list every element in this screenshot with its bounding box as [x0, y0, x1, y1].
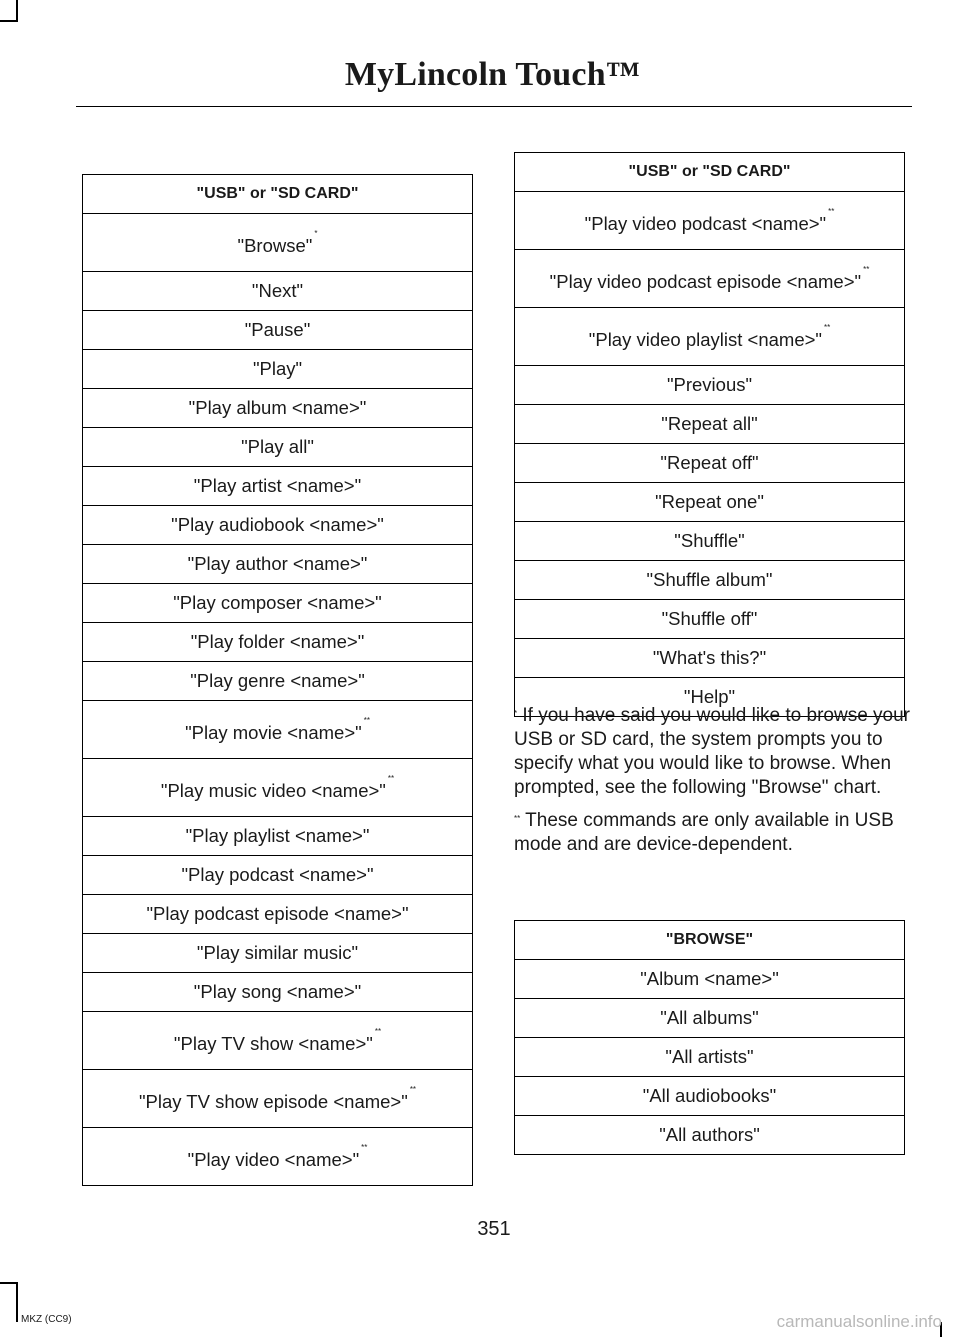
- command-cell: [83, 662, 473, 701]
- table-row: [83, 584, 473, 623]
- footnotes: [514, 704, 910, 866]
- command-cell: [83, 817, 473, 856]
- table-heading: "USB" or "SD CARD": [515, 153, 905, 192]
- command-text: "All artists": [665, 1046, 754, 1067]
- usb-sd-commands-table-left: [82, 174, 473, 1186]
- command-text: "Play video podcast <name>": [584, 212, 827, 234]
- command-cell: [83, 272, 473, 311]
- table-row: [515, 1077, 905, 1116]
- table-row: [515, 192, 905, 250]
- table-row: [515, 366, 905, 405]
- command-text: "Play music video <name>": [160, 779, 386, 801]
- title-rule: [76, 106, 912, 107]
- table-row: [83, 389, 473, 428]
- command-cell: [515, 250, 905, 308]
- command-text: "Play video podcast episode <name>": [549, 270, 862, 292]
- command-text: "All authors": [659, 1124, 760, 1145]
- table-row: [515, 1116, 905, 1155]
- command-text: "Play audiobook <name>": [171, 514, 384, 535]
- command-text: "Pause": [244, 319, 311, 340]
- page-number: 351: [477, 1218, 511, 1240]
- footnote-mark: **: [828, 206, 835, 216]
- command-text: "Next": [251, 280, 304, 301]
- table-row: [83, 934, 473, 973]
- footnote-mark: **: [823, 322, 831, 332]
- command-text: "All albums": [660, 1007, 759, 1028]
- crop-mark-top-left-h: [0, 20, 18, 22]
- table-row: [515, 483, 905, 522]
- footnote-mark: *: [514, 709, 518, 718]
- command-cell: [83, 428, 473, 467]
- command-cell: [515, 483, 905, 522]
- command-cell: [83, 506, 473, 545]
- command-text: "Play TV show episode <name>": [138, 1090, 408, 1112]
- footnote-mark: **: [374, 1026, 382, 1036]
- table-row: [515, 522, 905, 561]
- footnote-mark: **: [387, 773, 395, 783]
- command-cell: [515, 1116, 905, 1155]
- command-text: "Browse": [237, 234, 313, 256]
- command-cell: [83, 1128, 473, 1186]
- crop-mark-top-left: [16, 0, 18, 22]
- command-text: "Play genre <name>": [190, 670, 365, 691]
- command-cell: [83, 311, 473, 350]
- table-row: [83, 856, 473, 895]
- table-row: [83, 467, 473, 506]
- command-text: "Album <name>": [640, 968, 779, 989]
- command-cell: [515, 522, 905, 561]
- command-cell: [83, 389, 473, 428]
- table-row: [83, 350, 473, 389]
- table-row: [83, 759, 473, 817]
- command-cell: [515, 999, 905, 1038]
- command-text: "All audiobooks": [642, 1085, 777, 1106]
- table-row: [83, 973, 473, 1012]
- table-row: [515, 1038, 905, 1077]
- table-row: [515, 250, 905, 308]
- footnote-usb-only: [514, 809, 910, 857]
- command-text: "Play TV show <name>": [173, 1032, 373, 1054]
- command-cell: [83, 759, 473, 817]
- command-text: "Play album <name>": [188, 397, 367, 418]
- table-row: [83, 817, 473, 856]
- footnote-browse: [514, 704, 910, 800]
- crop-mark-bottom-left-h: [0, 1282, 18, 1284]
- command-text: "Play podcast <name>": [181, 864, 374, 885]
- command-text: "Repeat all": [661, 413, 758, 434]
- usb-sd-commands-table-right: [514, 152, 905, 717]
- command-text: "Play playlist <name>": [185, 825, 370, 846]
- table-row: [515, 600, 905, 639]
- command-text: "Repeat one": [655, 491, 764, 512]
- watermark: carmanualsonline.info: [776, 1312, 942, 1331]
- table-row: [83, 214, 473, 272]
- command-cell: [515, 1038, 905, 1077]
- footnote-mark: **: [361, 1142, 368, 1152]
- table-row: [515, 308, 905, 366]
- table-row: [83, 428, 473, 467]
- footnote-mark: **: [863, 264, 870, 274]
- table-heading: "USB" or "SD CARD": [83, 175, 473, 214]
- table-row: [515, 444, 905, 483]
- table-row: [83, 1012, 473, 1070]
- crop-mark-bottom-left: [16, 1282, 18, 1322]
- browse-commands-table: [514, 920, 905, 1155]
- command-text: "Play song <name>": [193, 981, 362, 1002]
- command-text: "Repeat off": [660, 452, 759, 473]
- command-cell: [83, 701, 473, 759]
- command-text: "Play author <name>": [187, 553, 368, 574]
- table-row: [83, 311, 473, 350]
- table-row: [83, 545, 473, 584]
- command-cell: [83, 1070, 473, 1128]
- table-row: [515, 405, 905, 444]
- command-cell: [83, 467, 473, 506]
- footnote-mark: **: [514, 814, 521, 823]
- command-cell: [515, 308, 905, 366]
- command-cell: [83, 350, 473, 389]
- command-cell: [515, 600, 905, 639]
- command-cell: [83, 856, 473, 895]
- table-row: [83, 895, 473, 934]
- command-cell: [83, 214, 473, 272]
- table-row: [83, 662, 473, 701]
- model-code: MKZ (CC9): [21, 1314, 72, 1325]
- table-heading: "BROWSE": [515, 921, 905, 960]
- table-row: [515, 999, 905, 1038]
- table-row: [83, 506, 473, 545]
- command-cell: [515, 960, 905, 999]
- command-cell: [83, 584, 473, 623]
- table-row: [515, 960, 905, 999]
- table-row: [83, 1070, 473, 1128]
- command-text: "Shuffle album": [646, 569, 773, 590]
- command-text: "Play folder <name>": [190, 631, 365, 652]
- command-text: "Play video playlist <name>": [588, 328, 822, 350]
- command-text: "Play podcast episode <name>": [146, 903, 409, 924]
- command-text: "Play all": [241, 436, 314, 457]
- command-text: "Help": [683, 686, 736, 707]
- command-text: "Previous": [666, 374, 753, 395]
- footnote-mark: **: [363, 715, 370, 725]
- command-text: "Play similar music": [196, 942, 359, 963]
- table-row: [83, 623, 473, 662]
- footnote-text: These commands are only available in USB mode and are device-dependent.: [514, 810, 894, 855]
- table-row: [515, 561, 905, 600]
- command-text: "Play video <name>": [187, 1148, 360, 1170]
- footnote-text: If you have said you would like to browse your USB or SD card, the system prompts you to specify what you would like to browse. When prompted, see the following "Browse" chart.: [514, 705, 911, 798]
- footnote-mark: *: [314, 228, 318, 238]
- command-cell: [515, 639, 905, 678]
- command-cell: [83, 934, 473, 973]
- command-text: "Play artist <name>": [193, 475, 362, 496]
- command-cell: [515, 444, 905, 483]
- table-row: [83, 701, 473, 759]
- command-text: "Shuffle": [674, 530, 745, 551]
- command-cell: [515, 366, 905, 405]
- command-text: "Play movie <name>": [185, 721, 362, 743]
- command-text: "Shuffle off": [661, 608, 758, 629]
- command-text: "Play": [252, 358, 303, 379]
- command-cell: [515, 192, 905, 250]
- table-row: [83, 272, 473, 311]
- command-cell: [83, 895, 473, 934]
- page-title: MyLincoln Touch™: [344, 56, 640, 93]
- command-cell: [83, 1012, 473, 1070]
- table-row: [83, 1128, 473, 1186]
- footnote-mark: **: [409, 1084, 417, 1094]
- command-cell: [515, 1077, 905, 1116]
- command-text: "Play composer <name>": [173, 592, 382, 613]
- table-row: [515, 639, 905, 678]
- command-cell: [83, 545, 473, 584]
- command-cell: [83, 973, 473, 1012]
- command-text: "What's this?": [652, 647, 767, 668]
- command-cell: [515, 405, 905, 444]
- command-cell: [515, 561, 905, 600]
- command-cell: [83, 623, 473, 662]
